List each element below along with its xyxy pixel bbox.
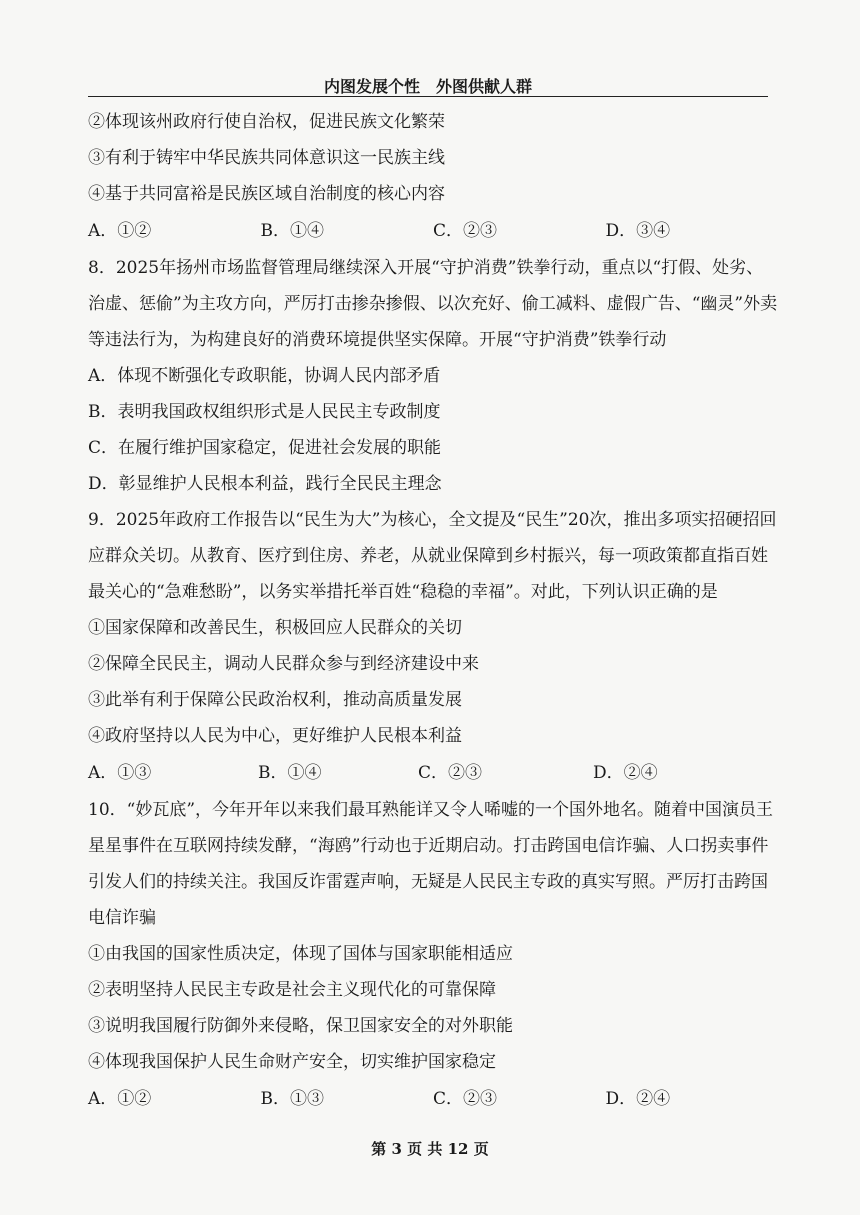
header-divider (88, 96, 768, 97)
q10-item-2: ②表明坚持人民民主专政是社会主义现代化的可靠保障 (88, 980, 496, 1000)
q8-choice-d: D．彰显维护人民根本利益，践行全民民主理念 (88, 474, 442, 494)
q8-choice-c: C．在履行维护国家稳定，促进社会发展的职能 (88, 438, 442, 458)
q10-item-1: ①由我国的国家性质决定，体现了国体与国家职能相适应 (88, 944, 513, 964)
q7-item-4: ④基于共同富裕是民族区域自治制度的核心内容 (88, 184, 445, 204)
q7-options (88, 212, 778, 250)
q10-options (88, 1080, 778, 1118)
q10-option-c: C．②③ (433, 1089, 498, 1109)
q9-option-d: D．②④ (593, 763, 658, 783)
q7-option-b: B．①④ (260, 221, 324, 241)
q7-option-a: A．①② (88, 221, 152, 241)
q10-item-4: ④体现我国保护人民生命财产安全，切实维护国家稳定 (88, 1052, 496, 1072)
q10-option-b: B．①③ (260, 1089, 324, 1109)
q8-choice-b: B．表明我国政权组织形式是人民民主专政制度 (88, 402, 441, 422)
q10-option-d: D．②④ (605, 1089, 671, 1109)
q9-option-c: C．②③ (418, 763, 483, 783)
q10-item-3: ③说明我国履行防御外来侵略，保卫国家安全的对外职能 (88, 1016, 513, 1036)
q8-stem: 8．2025年扬州市场监督管理局继续深入开展“守护消费”铁拳行动，重点以“打假、处劣、治虚、惩偷”为主攻方向，严厉打击掺杂掺假、以次充好、偷工减料、虚假广告、“幽灵”外卖等违法行为，为构建良好的消费环境提供坚实保障。开展“守护消费”铁拳行动 (88, 258, 778, 350)
q9-option-b: B．①④ (258, 763, 322, 783)
q9-stem: 9．2025年政府工作报告以“民生为大”为核心，全文提及“民生”20次，推出多项实招硬招回应群众关切。从教育、医疗到住房、养老，从就业保障到乡村振兴，每一项政策都直指百姓最关心的“急难愁盼”，以务实举措托举百姓“稳稳的幸福”。对此，下列认识正确的是 (88, 510, 777, 602)
page-header: 内图发展个性 外图供献人群 (323, 77, 532, 96)
q7-option-d: D．③④ (605, 221, 671, 241)
q7-item-2: ②体现该州政府行使自治权，促进民族文化繁荣 (88, 112, 445, 132)
q7-item-3: ③有利于铸牢中华民族共同体意识这一民族主线 (88, 148, 445, 168)
q9-option-a: A．①③ (88, 763, 152, 783)
q9-item-2: ②保障全民民主，调动人民群众参与到经济建设中来 (88, 654, 479, 674)
q10-option-a: A．①② (88, 1089, 152, 1109)
page-number: 第 3 页 共 12 页 (371, 1140, 489, 1158)
page-content (88, 104, 778, 1118)
q10-stem: 10．“妙瓦底”，今年开年以来我们最耳熟能详又令人唏嘘的一个国外地名。随着中国演员王星星事件在互联网持续发酵，“海鸥”行动也于近期启动。打击跨国电信诈骗、人口拐卖事件引发人们的持续关注。我国反诈雷霆声响，无疑是人民民主专政的真实写照。严厉打击跨国电信诈骗 (88, 800, 774, 928)
q9-item-4: ④政府坚持以人民为中心，更好维护人民根本利益 (88, 726, 462, 746)
q8-choice-a: A．体现不断强化专政职能，协调人民内部矛盾 (88, 366, 441, 386)
q9-item-1: ①国家保障和改善民生，积极回应人民群众的关切 (88, 618, 462, 638)
q7-option-c: C．②③ (433, 221, 498, 241)
q9-options (88, 754, 778, 792)
q9-item-3: ③此举有利于保障公民政治权利，推动高质量发展 (88, 690, 462, 710)
